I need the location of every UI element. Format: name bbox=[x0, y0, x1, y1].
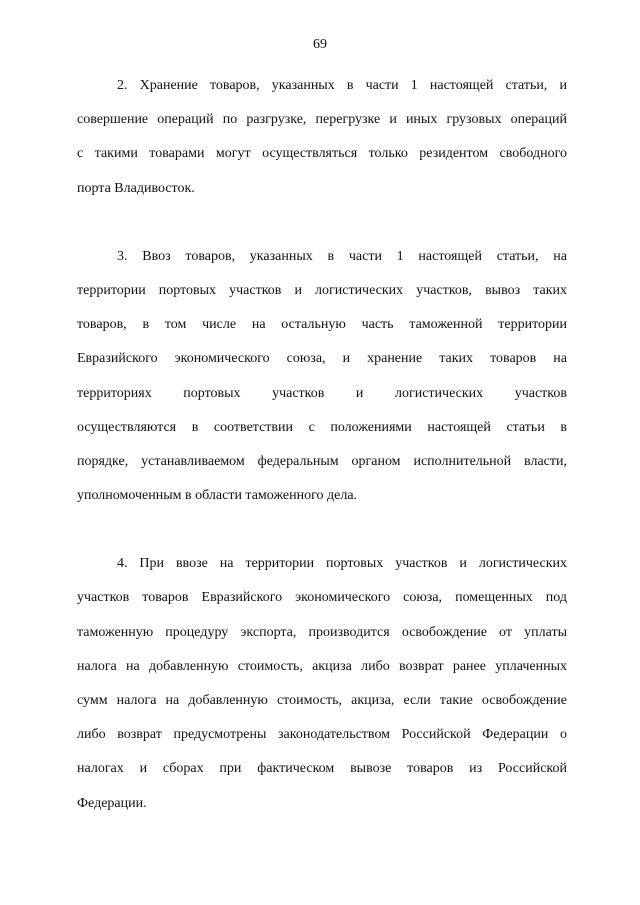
paragraph-line: уполномоченным в области таможенного дела. bbox=[77, 488, 358, 504]
paragraph-line: с такими товарами могут осуществляться только резидентом свободного bbox=[77, 146, 567, 162]
paragraph-4 bbox=[77, 547, 567, 821]
page-number: 69 bbox=[313, 37, 327, 52]
paragraph-line: территории портовых участков и логистических участков, вывоз таких bbox=[77, 282, 567, 298]
paragraph-2 bbox=[77, 69, 567, 206]
paragraph-line: территориях портовых участков и логистических участков bbox=[77, 385, 567, 401]
paragraph-line: Евразийского экономического союза, и хранение таких товаров на bbox=[77, 351, 567, 367]
paragraph-line: осуществляются в соответствии с положениями настоящей статьи в bbox=[77, 419, 567, 435]
paragraph-line: участков товаров Евразийского экономического союза, помещенных под bbox=[77, 590, 567, 606]
paragraph-line: 3. Ввоз товаров, указанных в части 1 настоящей статьи, на bbox=[117, 248, 567, 264]
paragraph-line: 4. При ввозе на территории портовых участков и логистических bbox=[117, 556, 567, 572]
paragraph-line: совершение операций по разгрузке, перегрузке и иных грузовых операций bbox=[77, 112, 567, 128]
paragraph-line: порядке, устанавливаемом федеральным органом исполнительной власти, bbox=[77, 453, 567, 469]
paragraph-line: 2. Хранение товаров, указанных в части 1 настоящей статьи, и bbox=[117, 78, 567, 93]
paragraph-line: сумм налога на добавленную стоимость, акциза, если такие освобождение bbox=[77, 693, 567, 708]
paragraph-line: либо возврат предусмотрены законодательством Российской Федерации о bbox=[77, 727, 567, 743]
paragraph-line: таможенную процедуру экспорта, производится освобождение от уплаты bbox=[77, 624, 567, 640]
paragraph-line: налогах и сборах при фактическом вывозе товаров из Российской bbox=[77, 761, 567, 777]
paragraph-line: Федерации. bbox=[77, 795, 147, 811]
paragraph-line: товаров, в том числе на остальную часть таможенной территории bbox=[77, 317, 567, 333]
document-body bbox=[77, 69, 567, 855]
paragraph-line: налога на добавленную стоимость, акциза либо возврат ранее уплаченных bbox=[77, 658, 567, 674]
paragraph-3 bbox=[77, 240, 567, 514]
paragraph-line: порта Владивосток. bbox=[77, 180, 195, 196]
